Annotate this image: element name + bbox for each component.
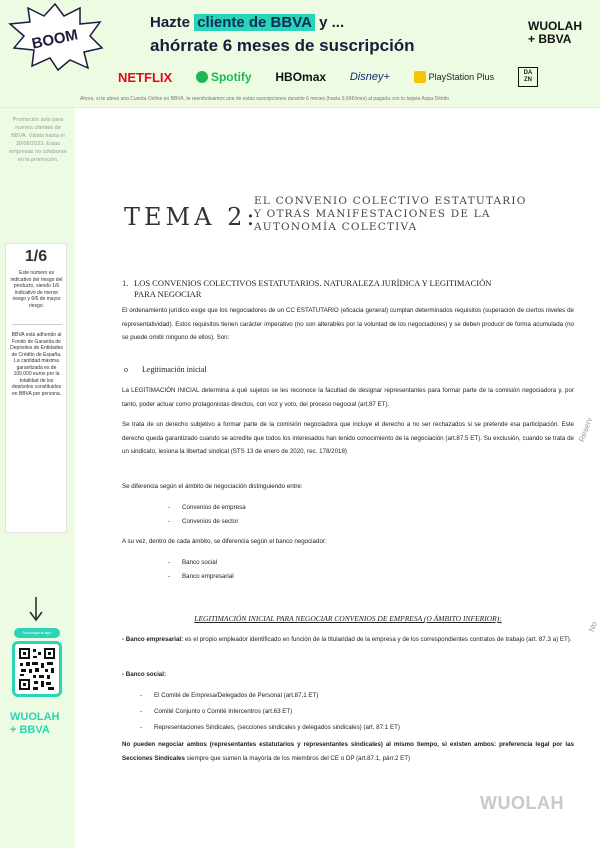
list-item: - Representaciones Sindicales, (secciones sindicales y delegados sindicales) (art. 87.1 ET) bbox=[140, 720, 400, 736]
legitimacion-empresa-heading: LEGITIMACIÓN INICIAL PARA NEGOCIAR CONVENIOS DE EMPRESA (O ÁMBITO INFERIOR): bbox=[194, 614, 502, 623]
risk-number: 1/6 bbox=[24, 248, 48, 265]
section-heading-text: LOS CONVENIOS COLECTIVOS ESTATUTARIOS. NATURALEZA JURÍDICA Y LEGITIMACIÓN PARA NEGOCIAR bbox=[134, 278, 492, 299]
ad-banner[interactable] bbox=[0, 0, 600, 108]
list-item: - Banco empresarial bbox=[168, 570, 234, 584]
hbomax-logo: HBOmax bbox=[275, 70, 327, 84]
disney-plus-logo: Disney+ bbox=[349, 71, 390, 83]
banco-social-label: - Banco social: bbox=[122, 671, 167, 678]
banner-headline bbox=[150, 14, 344, 31]
headline-highlight: cliente de BBVA bbox=[194, 14, 315, 31]
spotify-icon bbox=[196, 71, 208, 83]
brand-line-2: + BBVA bbox=[528, 32, 572, 46]
dazn-logo: DA ZN bbox=[518, 67, 538, 87]
final-text: siempre que sumen la mayoría de los miembros del CE o DP (art.87.1, párr.2 ET) bbox=[184, 754, 411, 762]
subscription-logos bbox=[118, 66, 538, 88]
banner-subheadline: ahórrate 6 meses de suscripción bbox=[150, 36, 415, 55]
playstation-icon bbox=[414, 71, 426, 83]
qr-code-icon bbox=[18, 647, 56, 691]
paragraph-ambito: Se diferencia según el ámbito de negociación distinguiendo entre: bbox=[122, 483, 303, 490]
paragraph-final bbox=[122, 738, 574, 765]
title-line: EL CONVENIO COLECTIVO ESTATUTARIO bbox=[254, 195, 527, 207]
headline-suffix: y ... bbox=[314, 14, 345, 31]
playstation-plus-logo bbox=[414, 71, 495, 83]
risk-divider bbox=[12, 324, 62, 325]
list-item: - Convenios de sector bbox=[168, 515, 246, 529]
chapter-title bbox=[124, 193, 564, 249]
paragraph-banco-empresarial bbox=[122, 633, 574, 647]
brand-line-1: WUOLAH bbox=[528, 19, 582, 33]
banner-disclaimer: Ahora, si te abres una Cuenta Online en BBVA, te reembolsamos una de estas suscripciones durante 6 meses (hasta 9,99€/mes) al pagarla con tu tarjeta Aqua Débito bbox=[80, 96, 450, 102]
side-text-no: No bbox=[587, 620, 599, 634]
headline-prefix: Hazte bbox=[150, 14, 195, 31]
title-line: AUTONOMÍA COLECTIVA bbox=[254, 221, 418, 233]
paragraph-legitimacion: La LEGITIMACIÓN INICIAL determina a qué sujetos se les reconoce la facultad de designar representantes para formar parte de la comisión negociadora y, por tanto, poder actuar como protagonistas directos, con voz y voto, del proceso negocial (art.87 ET). bbox=[122, 387, 574, 408]
list-item: - Banco social bbox=[168, 556, 234, 570]
paragraph-requirements: El ordenamiento jurídico exige que los negociadores de un CC ESTATUTARIO (eficacia general) cumplan determinados requisitos (superación de ciertos niveles de representatividad). Estos requisitos tienen carácter imperativo (no son alterables por la voluntad de los negociadores) y se deben producir de forma acumulada (no se puede omitir ninguno de ellos). Son: bbox=[122, 307, 574, 341]
deposit-guarantee-text: BBVA está adherido al Fondo de Garantía de Depósitos de Entidades de Crédito de España. La cantidad máxima garantizada es de 100.000 euros por la totalidad de los depósitos constituidos en BBVA por persona. bbox=[10, 332, 63, 397]
download-app-pill[interactable]: Descarga la app bbox=[14, 628, 60, 638]
banco-empresarial-label: - Banco empresarial: bbox=[122, 636, 184, 643]
wuolah-watermark: WUOLAH bbox=[480, 793, 564, 813]
banco-social-list bbox=[140, 688, 400, 736]
qr-code[interactable] bbox=[12, 641, 62, 697]
subheading-text: Legitimación inicial bbox=[142, 365, 207, 374]
playstation-label: PlayStation Plus bbox=[428, 72, 495, 82]
paragraph-derecho: Se trata de un derecho subjetivo a formar parte de la comisión negociadora que incluye el derecho a no ser rechazados si se pretende esa participación. Este derecho queda garantizado cuando se acredite que todos los interesados han tenido conocimiento de la negociación (art.87.5 ET). Su exclusión, cuando se trata de un sindicato, lesiona la libertad sindical (STS 13 de enero de 2020, rec. 178/2018) bbox=[122, 421, 574, 455]
netflix-logo: NETFLIX bbox=[118, 69, 173, 85]
left-ad-sidebar bbox=[0, 108, 75, 848]
banco-empresarial-text: es el propio empleador identificado en función de la titularidad de la empresa y de los correspondientes contratos de trabajo (art. 87.3 a) ET). bbox=[183, 636, 572, 643]
chapter-title-text bbox=[254, 195, 554, 234]
arrow-down-icon bbox=[28, 595, 44, 623]
wuolah-bbva-side-logo[interactable] bbox=[10, 711, 70, 737]
side-text-reserv: Reserv bbox=[577, 416, 595, 444]
list-item: - Convenios de empresa bbox=[168, 501, 246, 515]
final-bold-text: No pueden negociar ambos (representantes estatutarios y representantes sindicales) al mismo tiempo bbox=[122, 741, 438, 748]
document-page bbox=[80, 108, 580, 848]
list-item: - El Comité de Empresa/Delegados de Personal (art.87.1 ET) bbox=[140, 688, 400, 704]
promo-disclaimer: Promoción solo para nuevos clientes de BBVA. Válida hasta el 30/06/2023. Estas empresas no colaboran en la promoción. bbox=[9, 117, 67, 163]
side-brand-line-2: + BBVA bbox=[10, 724, 50, 736]
side-brand-line-1: WUOLAH bbox=[10, 711, 60, 723]
paragraph-banco: A su vez, dentro de cada ámbito, se diferencia según el banco negociador: bbox=[122, 538, 327, 545]
banco-list bbox=[168, 556, 234, 584]
list-item: - Comité Conjunto o Comité Intercentros (art.63 ET) bbox=[140, 704, 400, 720]
spotify-logo bbox=[196, 70, 252, 84]
risk-text: Este número es indicativo del riesgo del producto, siendo 1/6 indicativo de menor riesgo y 6/6 de mayor riesgo. bbox=[10, 270, 63, 309]
boom-burst-icon bbox=[6, 2, 104, 72]
sub-bullet: o bbox=[124, 365, 128, 374]
chapter-number: TEMA 2: bbox=[124, 203, 259, 231]
final-bold-text-2: , si existen ambos: preferencia legal por las Secciones Sindicales bbox=[122, 741, 574, 762]
title-line: Y OTRAS MANIFESTACIONES DE LA bbox=[254, 208, 491, 220]
risk-indicator-box bbox=[5, 243, 67, 533]
subheading-legitimacion bbox=[124, 365, 207, 374]
wuolah-bbva-logo[interactable] bbox=[528, 20, 582, 46]
boom-text: BOOM bbox=[30, 26, 80, 53]
spotify-label: Spotify bbox=[210, 70, 252, 84]
section-number: 1. bbox=[122, 278, 129, 288]
ambito-list bbox=[168, 501, 246, 529]
